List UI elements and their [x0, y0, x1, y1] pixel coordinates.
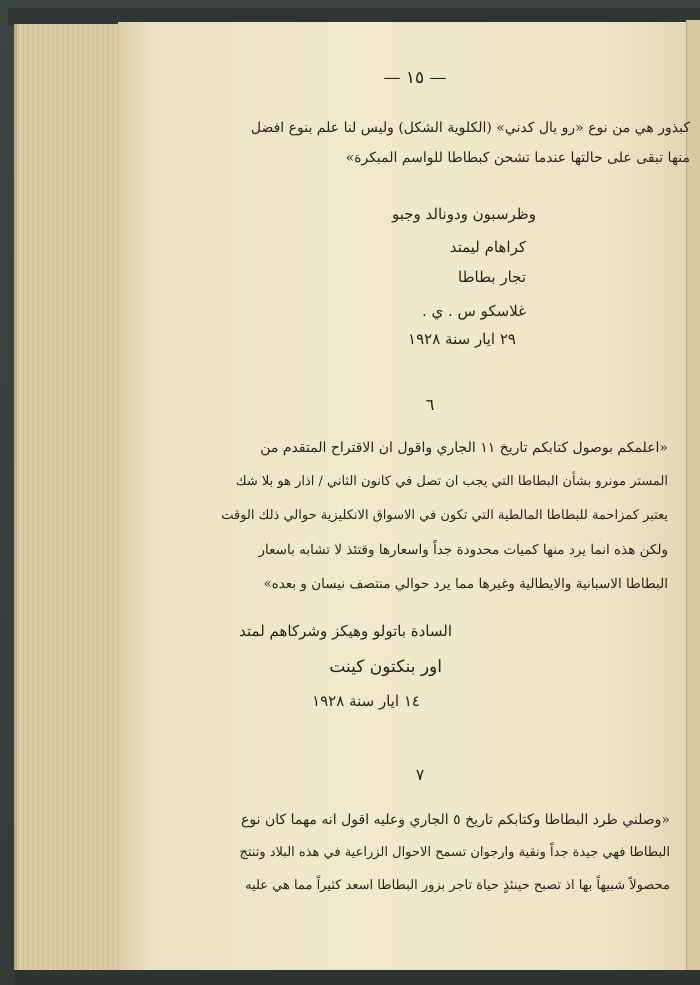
signature-1-line: غلاسكو س . ي . — [421, 302, 526, 320]
section-7-line: البطاطا فهي جيدة جداً ونقية وارجوان تسمح الاحوال الزراعية في هذه البلاد وتنتج — [239, 845, 670, 860]
signature-2-date: ١٤ ايار سنة ١٩٢٨ — [312, 692, 420, 710]
intro-line: منها تبقى على حالتها عندما تشحن كبطاطا للواسم المبكرة» — [345, 150, 690, 166]
signature-1-line: وظرسبون ودونالد وجبو — [391, 205, 536, 223]
section-6-line: «اعلمكم بوصول كتابكم تاريخ ١١ الجاري واقول ان الاقتراح المتقدم من — [260, 440, 668, 456]
signature-2-line: السادة باتولو وهيكز وشركاهم لمتد — [239, 622, 452, 640]
section-7-number: ٧ — [415, 765, 425, 784]
section-6-line: المستر مونرو بشأن البطاطا التي يجب ان تصل في كانون الثاني / اذار هو بلا شك — [235, 474, 668, 489]
section-6-number: ٦ — [425, 395, 435, 414]
section-6-line: ولكن هذه انما يرد منها كميات محدودة جداً واسعارها وقتئذ لا تشابه باسعار — [258, 542, 668, 558]
section-6-line: يعتبر كمزاحمة للبطاطا المالطية التي تكون في الاسواق الانكليزية حوالي ذلك الوقت — [221, 508, 668, 523]
section-6-line: البطاطا الاسبانية والايطالية وغيرها مما يرد حوالي منتصف نيسان و بعده» — [263, 576, 668, 592]
section-7-line: محصولاً شبيهاً بها اذ تصبح حينئذٍ حياة تاجر بزور البطاطا اسعد كثيراً مما هي عليه — [245, 878, 670, 893]
signature-1-line: تجار بطاطا — [458, 268, 526, 286]
page-number: — ١٥ — — [383, 68, 447, 88]
signature-2-line: اور بنكتون كينت — [329, 657, 442, 677]
signature-1-date: ٢٩ ايار سنة ١٩٢٨ — [408, 330, 516, 348]
book-cover-bottom — [14, 970, 700, 985]
intro-line: كبذور هي من نوع «رو يال كدني» (الكلوية الشكل) وليس لنا علم بنوع افضل — [250, 120, 690, 136]
section-7-line: «وصلني طرد البطاطا وكتابكم تاريخ ٥ الجاري وعليه اقول انه مهما كان نوع — [241, 812, 670, 828]
signature-1-line: كراهام ليمتد — [449, 238, 526, 256]
